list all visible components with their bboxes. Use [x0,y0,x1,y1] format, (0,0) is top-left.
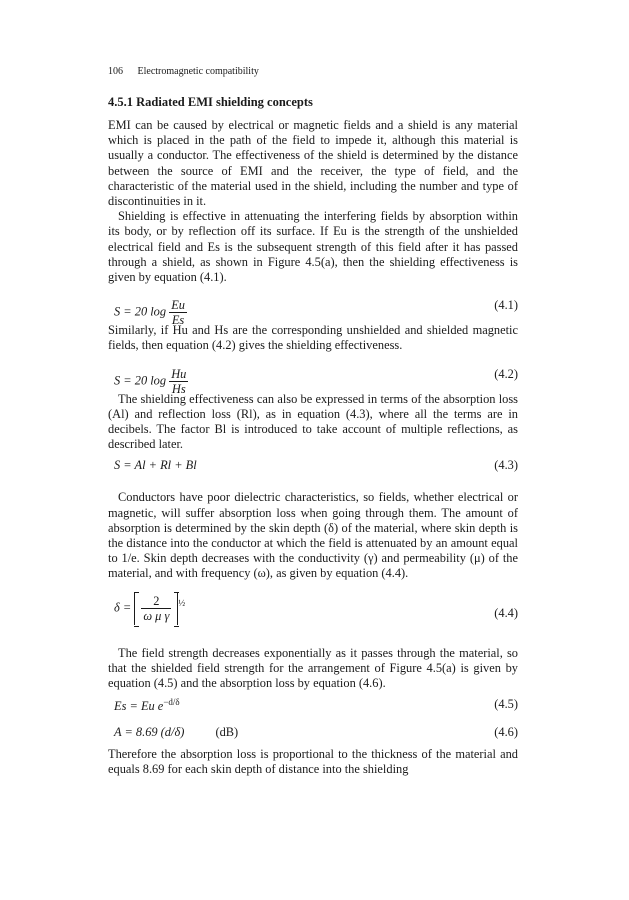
page [108,66,518,778]
equation-4-3 [108,452,518,480]
fraction: $\frac{Eu}{Es}$ [171,298,185,328]
equation-4-5 [108,691,518,719]
equation-unit: (dB) [215,725,239,740]
paragraph-4: The shielding effectiveness can also be expressed in terms of the absorption loss (Al) and reflection loss (Rl), as in equation (4.3), where all the terms are in decibels. The factor Bl is introduced to take account of multiple reflections, as described later. [108,391,518,452]
equation-number: (4.2) [494,366,518,381]
bracket [134,592,178,625]
equation-number: (4.1) [494,298,518,313]
equation-number: (4.4) [494,605,518,620]
running-head [108,66,518,77]
exponent: ½ [178,597,186,608]
equation-lhs: S = 20 log $\frac{Hu}{Hs}$ [114,366,187,396]
equation-lhs: Es = Eu $e^{-d/\delta}$ [114,697,180,714]
paragraph-1: EMI can be caused by electrical or magnetic fields and a shield is any material which is placed in the path of the field to impede it, although this material is usually a conductor. The effectiveness of the shield is determined by the distance between the source of EMI and the receiver, the type of field, and the characteristic of the material used in the shield, including the number and type of discontinuities in it. [108,118,518,209]
section-heading: 4.5.1 Radiated EMI shielding concepts [108,95,313,109]
equation-4-2 [108,354,518,396]
equation-lhs: A = 8.69 (d/δ) (dB) [114,725,239,740]
paragraph-6: The field strength decreases exponentially as it passes through the material, so that the shielded field strength for the arrangement of Figure 4.5(a) is given by equation (4.5) and the absorption loss by equation (4.6). [108,645,518,691]
equation-lhs: δ = $\frac{2}{\text{ω μ γ}}$ $^{\frac{1}{2}}$ [114,593,186,623]
equation-4-6 [108,719,518,747]
fraction: $\frac{Hu}{Hs}$ [171,366,187,396]
paragraph-2: Shielding is effective in attenuating the interfering fields by absorption within its body, or by reflection off its surface. If Eu is the strength of the unshielded electrical field and Es is the subsequent strength of this field after it has passed through a shield, as shown in Figure 4.5(a), then the shielding effectiveness is given by equation (4.1). [108,209,518,285]
equation-number: (4.5) [494,697,518,712]
equation-number: (4.6) [494,725,518,740]
fraction: $\frac{2}{\text{ω μ γ}}$ [143,593,170,623]
equation-4-1 [108,285,518,328]
paragraph-3: Similarly, if Hu and Hs are the corresponding unshielded and shielded magnetic fields, then equation (4.2) gives the shielding effectiveness. [108,323,518,353]
equation-lhs: S = 20 log $\frac{Eu}{Es}$ [114,298,185,328]
equation-number: (4.3) [494,458,518,473]
running-title: Electromagnetic compatibility [137,66,259,77]
page-number: 106 [108,66,123,77]
paragraph-7: Therefore the absorption loss is proportional to the thickness of the material and equals 8.69 for each skin depth of distance into the shielding [108,747,518,777]
equation-4-4 [108,582,518,636]
paragraph-5: Conductors have poor dielectric characteristics, so fields, whether electrical or magnetic, will suffer absorption loss when going through them. The amount of absorption is determined by the skin depth (δ) of the material, where skin depth is the distance into the conductor at which the field is attenuated by an amount equal to 1/e. Skin depth decreases with the conductivity (γ) and permeability (μ) of the material, and with frequency (ω), as given by equation (4.4). [108,490,518,581]
equation-lhs: S = Al + Rl + Bl [114,458,197,473]
